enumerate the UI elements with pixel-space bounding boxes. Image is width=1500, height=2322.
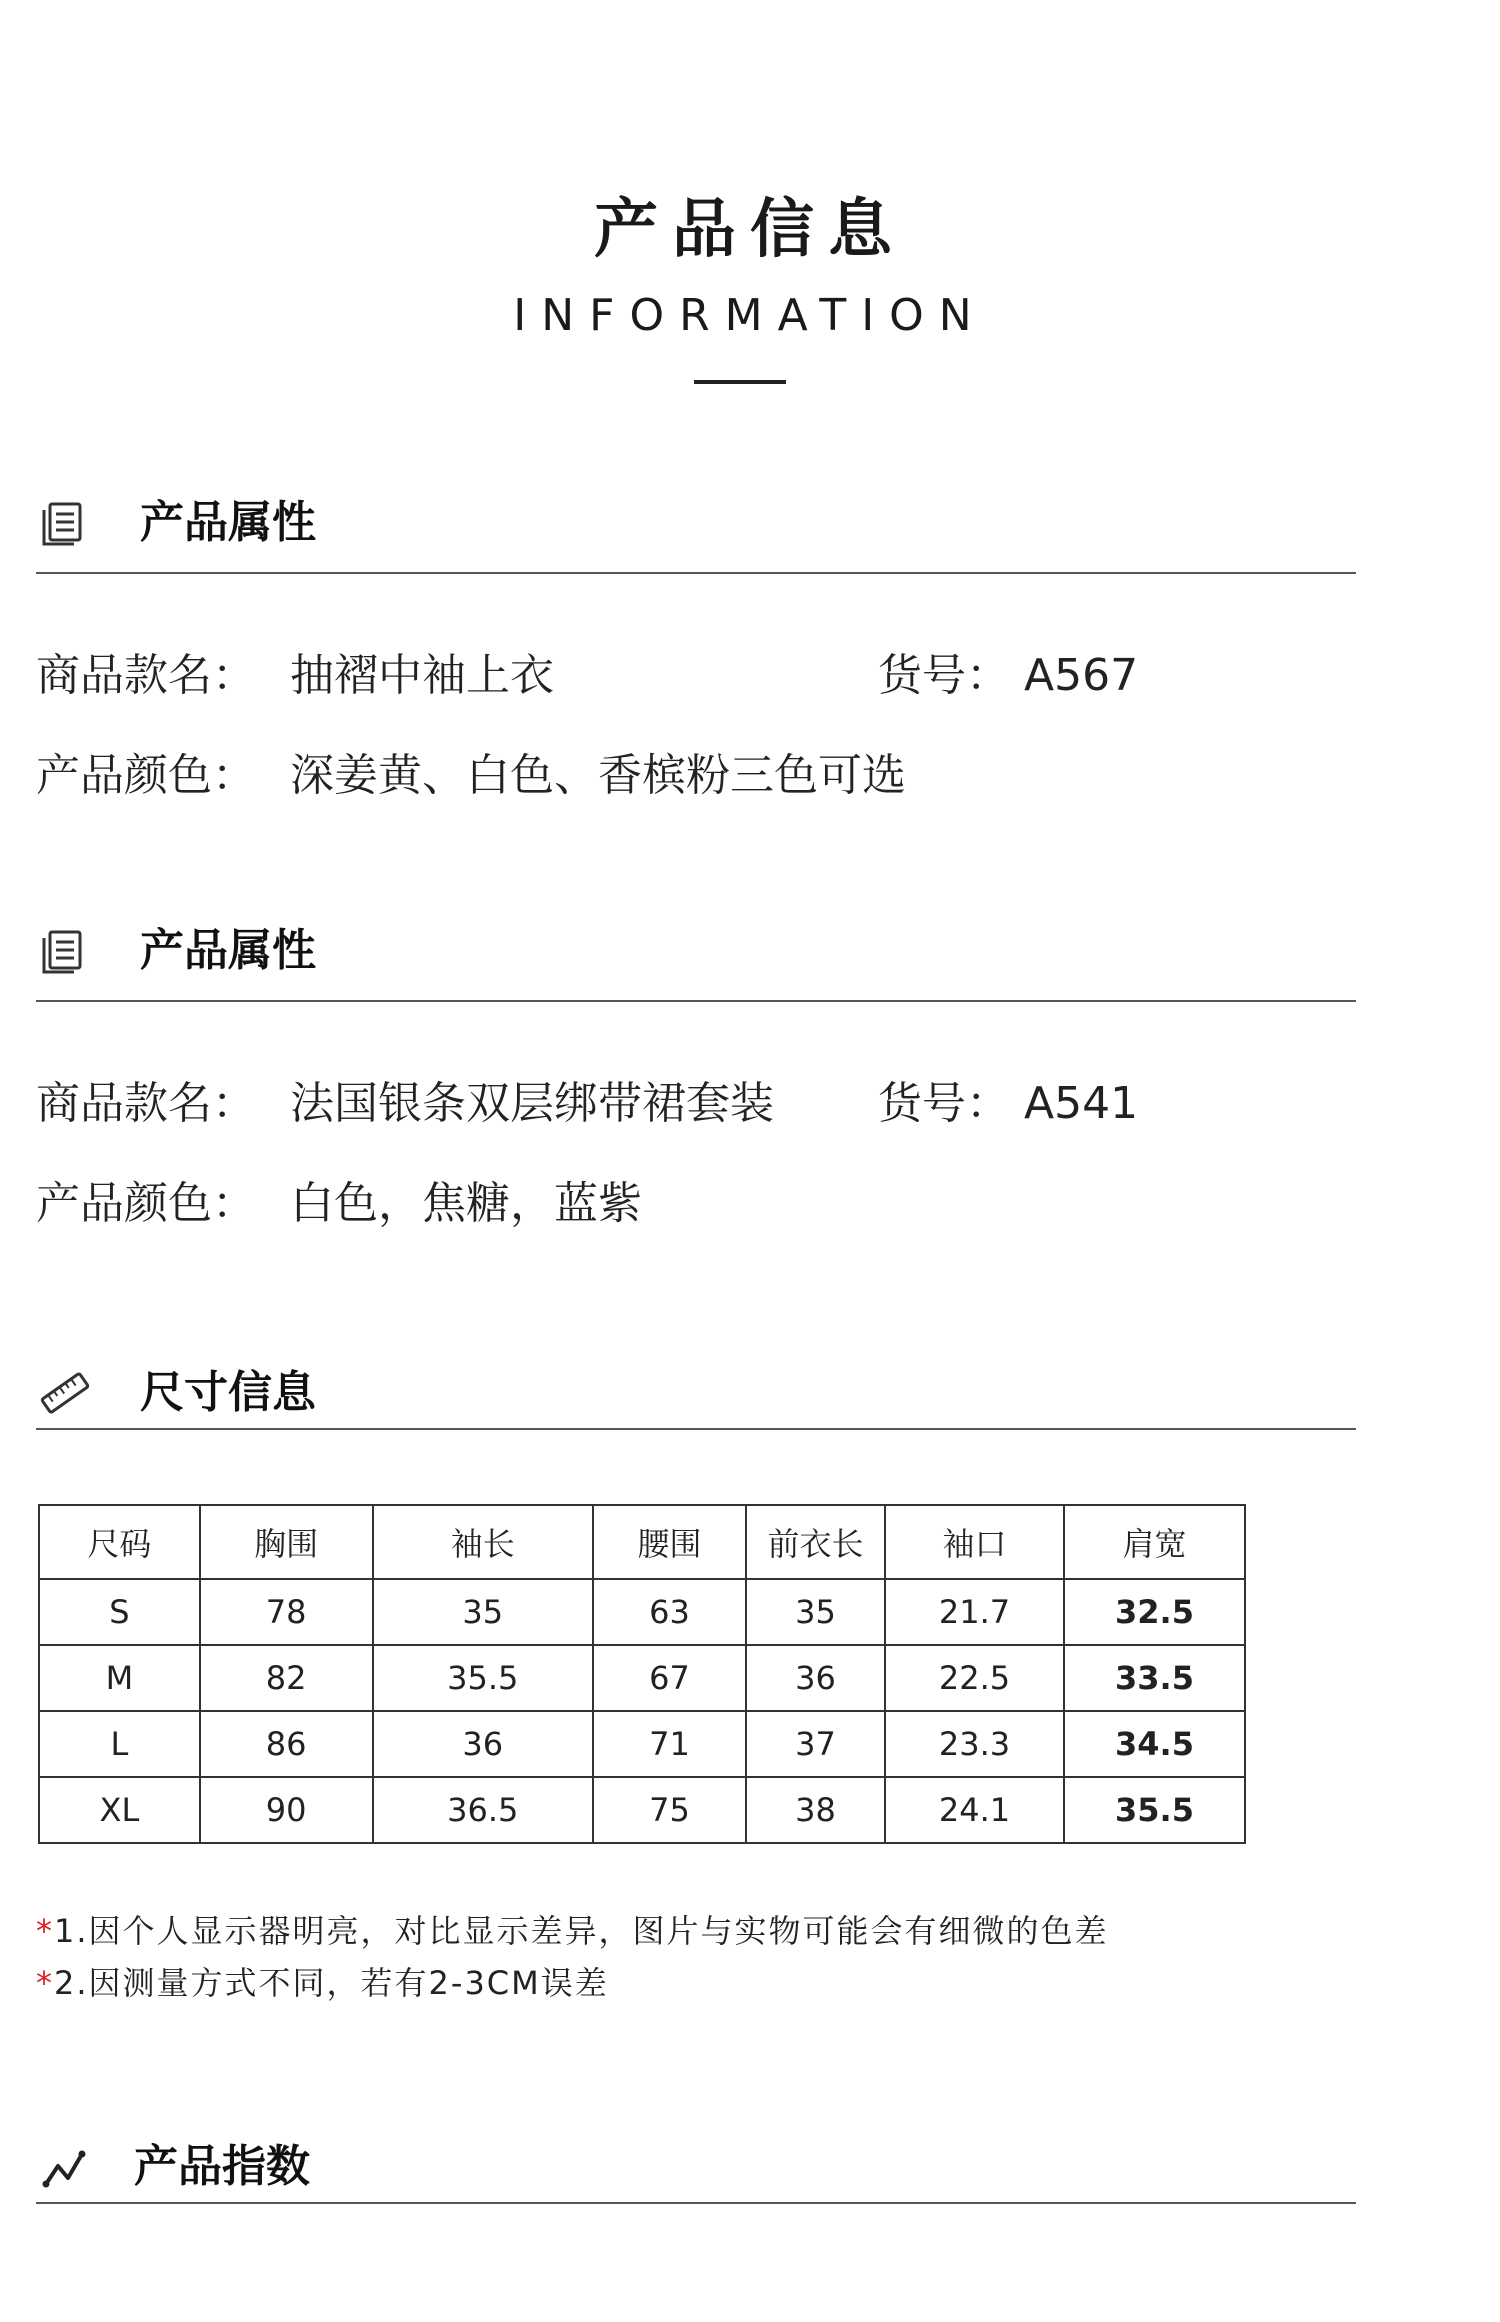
- table-row: [39, 1645, 1245, 1711]
- document-icon: [40, 500, 90, 546]
- table-cell: 86: [200, 1711, 373, 1777]
- name-value: 法国银条双层绑带裙套装: [290, 1078, 774, 1129]
- title-divider: [694, 380, 786, 384]
- table-cell: 37: [746, 1711, 885, 1777]
- trend-icon: [40, 2144, 90, 2190]
- table-cell: 35: [746, 1579, 885, 1645]
- table-cell: 90: [200, 1777, 373, 1843]
- section-heading-label: 尺寸信息: [140, 1367, 316, 1418]
- table-header-cell: 胸围: [200, 1505, 373, 1579]
- table-cell: 75: [593, 1777, 746, 1843]
- table-cell: 32.5: [1064, 1579, 1245, 1645]
- table-cell: 67: [593, 1645, 746, 1711]
- section-rule: [36, 1000, 1356, 1002]
- table-cell: 78: [200, 1579, 373, 1645]
- table-header-cell: 前衣长: [746, 1505, 885, 1579]
- table-cell: 63: [593, 1579, 746, 1645]
- color-label: 产品颜色：: [36, 1178, 256, 1229]
- table-header-cell: 袖口: [885, 1505, 1064, 1579]
- table-cell: 33.5: [1064, 1645, 1245, 1711]
- size-note: [36, 1906, 1109, 1952]
- note-star: *: [36, 1912, 54, 1950]
- table-row: [39, 1777, 1245, 1843]
- table-cell: 21.7: [885, 1579, 1064, 1645]
- table-cell: 35.5: [373, 1645, 594, 1711]
- table-row: [39, 1711, 1245, 1777]
- page-title: 产品信息: [594, 193, 906, 267]
- table-header-row: [39, 1505, 1245, 1579]
- section-rule: [36, 2202, 1356, 2204]
- size-note: [36, 1958, 609, 2004]
- table-cell: 38: [746, 1777, 885, 1843]
- page-subtitle: INFORMATION: [513, 290, 987, 341]
- table-cell: M: [39, 1645, 200, 1711]
- color-value: 白色，焦糖，蓝紫: [290, 1178, 642, 1229]
- section-heading-attributes-2: [36, 916, 1354, 986]
- table-cell: 71: [593, 1711, 746, 1777]
- table-row: [39, 1579, 1245, 1645]
- table-header-cell: 尺码: [39, 1505, 200, 1579]
- name-value: 抽褶中袖上衣: [290, 650, 554, 701]
- color-label: 产品颜色：: [36, 750, 256, 801]
- section-heading-label: 产品指数: [134, 2141, 310, 2192]
- note-text: 1.因个人显示器明亮，对比显示差异，图片与实物可能会有细微的色差: [54, 1912, 1109, 1950]
- table-cell: 35: [373, 1579, 594, 1645]
- table-cell: S: [39, 1579, 200, 1645]
- section-rule: [36, 572, 1356, 574]
- table-cell: 36.5: [373, 1777, 594, 1843]
- code-value: A567: [1024, 650, 1139, 701]
- ruler-icon: [40, 1370, 90, 1416]
- table-cell: 35.5: [1064, 1777, 1245, 1843]
- note-star: *: [36, 1964, 54, 2002]
- section-heading-label: 产品属性: [140, 925, 316, 976]
- table-cell: 36: [373, 1711, 594, 1777]
- section-heading-label: 产品属性: [140, 497, 316, 548]
- document-icon: [40, 928, 90, 974]
- size-table: [38, 1504, 1246, 1844]
- code-value: A541: [1024, 1078, 1139, 1129]
- table-header-cell: 肩宽: [1064, 1505, 1245, 1579]
- table-header-cell: 腰围: [593, 1505, 746, 1579]
- name-label: 商品款名：: [36, 650, 256, 701]
- code-label: 货号：: [878, 1078, 1010, 1129]
- note-text: 2.因测量方式不同，若有2-3CM误差: [54, 1964, 609, 2002]
- table-cell: 82: [200, 1645, 373, 1711]
- table-cell: XL: [39, 1777, 200, 1843]
- section-rule: [36, 1428, 1356, 1430]
- section-heading-attributes-1: [36, 488, 1354, 558]
- table-cell: 36: [746, 1645, 885, 1711]
- section-heading-size: [36, 1358, 1354, 1428]
- table-cell: 34.5: [1064, 1711, 1245, 1777]
- code-label: 货号：: [878, 650, 1010, 701]
- section-heading-index: [36, 2132, 1354, 2202]
- color-value: 深姜黄、白色、香槟粉三色可选: [290, 750, 906, 801]
- table-cell: 22.5: [885, 1645, 1064, 1711]
- table-cell: 24.1: [885, 1777, 1064, 1843]
- table-cell: L: [39, 1711, 200, 1777]
- table-header-cell: 袖长: [373, 1505, 594, 1579]
- table-cell: 23.3: [885, 1711, 1064, 1777]
- name-label: 商品款名：: [36, 1078, 256, 1129]
